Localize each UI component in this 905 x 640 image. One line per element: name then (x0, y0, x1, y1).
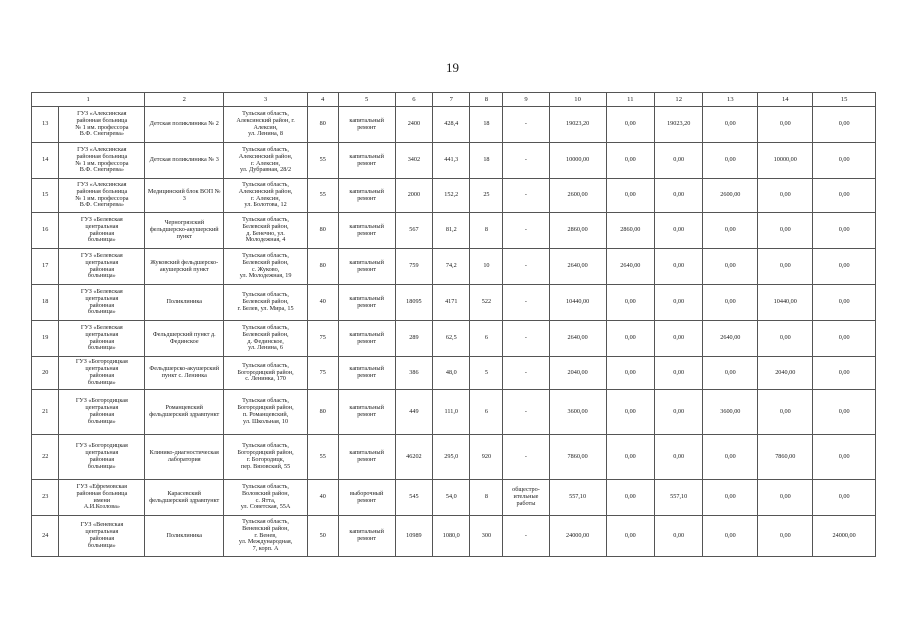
column-header: 14 (758, 93, 813, 107)
value-cell: 441,3 (433, 143, 470, 179)
table-row (32, 285, 876, 321)
work-type-cell: капитальный ремонт (338, 516, 395, 557)
work-kind-cell: - (503, 107, 549, 143)
cost-cell: 19023,20 (655, 107, 703, 143)
wear-percent-cell: 80 (307, 390, 338, 435)
cost-cell: 0,00 (813, 249, 876, 285)
cost-cell: 0,00 (655, 357, 703, 390)
cost-cell: 0,00 (758, 480, 813, 516)
value-cell: 81,2 (433, 213, 470, 249)
area-cell: 2400 (395, 107, 432, 143)
total-cost-cell: 3600,00 (549, 390, 606, 435)
organization-cell: ГУЗ «Белевская центральная районная больница» (59, 321, 145, 357)
organization-cell: ГУЗ «Богородицкая центральная районная больница» (59, 435, 145, 480)
total-cost-cell: 10000,00 (549, 143, 606, 179)
area-cell: 46202 (395, 435, 432, 480)
cost-cell: 0,00 (655, 249, 703, 285)
value-cell: 152,2 (433, 179, 470, 213)
header-row (32, 93, 876, 107)
wear-percent-cell: 75 (307, 321, 338, 357)
wear-percent-cell: 40 (307, 480, 338, 516)
work-kind-cell: - (503, 179, 549, 213)
cost-cell: 0,00 (813, 285, 876, 321)
work-kind-cell: - (503, 143, 549, 179)
total-cost-cell: 2640,00 (549, 321, 606, 357)
work-type-cell: капитальный ремонт (338, 285, 395, 321)
column-header: 8 (470, 93, 503, 107)
work-type-cell: капитальный ремонт (338, 435, 395, 480)
wear-percent-cell: 80 (307, 107, 338, 143)
row-number-cell: 21 (32, 390, 59, 435)
column-header: 3 (224, 93, 308, 107)
area-cell: 18095 (395, 285, 432, 321)
capacity-cell: 920 (470, 435, 503, 480)
area-cell: 10989 (395, 516, 432, 557)
area-cell: 449 (395, 390, 432, 435)
cost-cell: 3600,00 (703, 390, 758, 435)
wear-percent-cell: 55 (307, 143, 338, 179)
total-cost-cell: 2040,00 (549, 357, 606, 390)
work-kind-cell: - (503, 516, 549, 557)
address-cell: Тульская область, Богородицкий район, п. Романцевский, ул. Школьная, 10 (224, 390, 308, 435)
work-kind-cell: - (503, 321, 549, 357)
address-cell: Тульская область, Воловский район, с. Ятта, ул. Советская, 55А (224, 480, 308, 516)
cost-cell: 0,00 (758, 179, 813, 213)
cost-cell: 0,00 (813, 390, 876, 435)
cost-cell: 0,00 (813, 357, 876, 390)
work-type-cell: капитальный ремонт (338, 107, 395, 143)
cost-cell: 0,00 (606, 107, 654, 143)
address-cell: Тульская область, Алексинский район, г. Алексин, ул. Ленина, 8 (224, 107, 308, 143)
table-row (32, 435, 876, 480)
cost-cell: 0,00 (606, 480, 654, 516)
work-type-cell: капитальный ремонт (338, 249, 395, 285)
cost-cell: 0,00 (655, 435, 703, 480)
row-number-cell: 24 (32, 516, 59, 557)
address-cell: Тульская область, Алексинский район, г. Алексин, ул. Болотова, 12 (224, 179, 308, 213)
total-cost-cell: 2860,00 (549, 213, 606, 249)
capacity-cell: 25 (470, 179, 503, 213)
work-kind-cell: - (503, 390, 549, 435)
wear-percent-cell: 80 (307, 249, 338, 285)
capacity-cell: 6 (470, 321, 503, 357)
cost-cell: 10000,00 (758, 143, 813, 179)
row-number-cell: 14 (32, 143, 59, 179)
cost-cell: 2640,00 (606, 249, 654, 285)
cost-cell: 0,00 (813, 143, 876, 179)
cost-cell: 0,00 (703, 143, 758, 179)
address-cell: Тульская область, Белевский район, д. Фединское, ул. Ленина, 6 (224, 321, 308, 357)
cost-cell: 2600,00 (703, 179, 758, 213)
cost-cell: 0,00 (813, 179, 876, 213)
cost-cell: 0,00 (703, 107, 758, 143)
cost-cell: 24000,00 (813, 516, 876, 557)
area-cell: 289 (395, 321, 432, 357)
wear-percent-cell: 55 (307, 179, 338, 213)
capacity-cell: 18 (470, 107, 503, 143)
object-cell: Фельдшерский пункт д. Фединское (145, 321, 224, 357)
table-row (32, 107, 876, 143)
object-cell: Романцевский фельдшерский здравпункт (145, 390, 224, 435)
work-kind-cell: общестро- ительные работы (503, 480, 549, 516)
table-row (32, 357, 876, 390)
cost-cell: 2640,00 (703, 321, 758, 357)
cost-cell: 0,00 (813, 213, 876, 249)
cost-cell: 10440,00 (758, 285, 813, 321)
row-number-cell: 23 (32, 480, 59, 516)
cost-cell: 0,00 (758, 249, 813, 285)
total-cost-cell: 24000,00 (549, 516, 606, 557)
cost-cell: 2860,00 (606, 213, 654, 249)
cost-cell: 0,00 (813, 321, 876, 357)
work-type-cell: выборочный ремонт (338, 480, 395, 516)
capacity-cell: 522 (470, 285, 503, 321)
cost-cell: 0,00 (655, 213, 703, 249)
total-cost-cell: 2600,00 (549, 179, 606, 213)
total-cost-cell: 2640,00 (549, 249, 606, 285)
cost-cell: 0,00 (606, 435, 654, 480)
address-cell: Тульская область, Алексинский район, г. Алексин, ул. Дубравная, 28/2 (224, 143, 308, 179)
column-header: 9 (503, 93, 549, 107)
capacity-cell: 10 (470, 249, 503, 285)
object-cell: Черногрязский фельдшерско-акушерский пункт (145, 213, 224, 249)
cost-cell: 0,00 (758, 107, 813, 143)
organization-cell: ГУЗ «Ефремовская районная больница имени А.И.Козлова» (59, 480, 145, 516)
object-cell: Поликлиника (145, 285, 224, 321)
cost-cell: 0,00 (655, 285, 703, 321)
column-header: 10 (549, 93, 606, 107)
column-header: 2 (145, 93, 224, 107)
organization-cell: ГУЗ «Алексинская районная больница № 1 им. профессора В.Ф. Снегирева» (59, 179, 145, 213)
row-number-cell: 22 (32, 435, 59, 480)
cost-cell: 2040,00 (758, 357, 813, 390)
row-number-cell: 13 (32, 107, 59, 143)
cost-cell: 0,00 (813, 480, 876, 516)
area-cell: 567 (395, 213, 432, 249)
capacity-cell: 300 (470, 516, 503, 557)
row-number-cell: 16 (32, 213, 59, 249)
organization-cell: ГУЗ «Богородицкая центральная районная больница» (59, 357, 145, 390)
cost-cell: 0,00 (655, 516, 703, 557)
cost-cell: 0,00 (606, 390, 654, 435)
value-cell: 62,5 (433, 321, 470, 357)
cost-cell: 0,00 (758, 390, 813, 435)
work-type-cell: капитальный ремонт (338, 321, 395, 357)
total-cost-cell: 7860,00 (549, 435, 606, 480)
wear-percent-cell: 55 (307, 435, 338, 480)
organization-cell: ГУЗ «Алексинская районная больница № 1 им. профессора В.Ф. Снегирева» (59, 107, 145, 143)
column-header: 11 (606, 93, 654, 107)
cost-cell: 0,00 (606, 179, 654, 213)
organization-cell: ГУЗ «Алексинская районная больница № 1 им. профессора В.Ф. Снегирева» (59, 143, 145, 179)
cost-cell: 0,00 (758, 516, 813, 557)
column-header: 13 (703, 93, 758, 107)
table-row (32, 480, 876, 516)
value-cell: 295,0 (433, 435, 470, 480)
organization-cell: ГУЗ «Белевская центральная районная больница» (59, 249, 145, 285)
wear-percent-cell: 80 (307, 213, 338, 249)
object-cell: Клинико-диагностическая лаборатория (145, 435, 224, 480)
table-row (32, 516, 876, 557)
cost-cell: 0,00 (655, 390, 703, 435)
column-header: 1 (32, 93, 145, 107)
area-cell: 386 (395, 357, 432, 390)
total-cost-cell: 10440,00 (549, 285, 606, 321)
work-kind-cell: - (503, 249, 549, 285)
column-header: 12 (655, 93, 703, 107)
capacity-cell: 8 (470, 480, 503, 516)
object-cell: Фельдшерско-акушерский пункт с. Ленинка (145, 357, 224, 390)
area-cell: 2000 (395, 179, 432, 213)
object-cell: Жуковский фельдшерско- акушерский пункт (145, 249, 224, 285)
work-kind-cell: - (503, 357, 549, 390)
row-number-cell: 17 (32, 249, 59, 285)
capacity-cell: 8 (470, 213, 503, 249)
address-cell: Тульская область, Белевский район, д. Бенечно, ул. Молодежная, 4 (224, 213, 308, 249)
cost-cell: 0,00 (606, 143, 654, 179)
value-cell: 428,4 (433, 107, 470, 143)
capacity-cell: 5 (470, 357, 503, 390)
table-row (32, 321, 876, 357)
wear-percent-cell: 40 (307, 285, 338, 321)
data-table (31, 92, 876, 557)
column-header: 7 (433, 93, 470, 107)
organization-cell: ГУЗ «Веневская центральная районная больница» (59, 516, 145, 557)
cost-cell: 0,00 (606, 285, 654, 321)
cost-cell: 0,00 (813, 107, 876, 143)
area-cell: 3402 (395, 143, 432, 179)
cost-cell: 0,00 (655, 143, 703, 179)
work-type-cell: капитальный ремонт (338, 143, 395, 179)
organization-cell: ГУЗ «Богородицкая центральная районная больница» (59, 390, 145, 435)
value-cell: 111,0 (433, 390, 470, 435)
column-header: 15 (813, 93, 876, 107)
work-kind-cell: - (503, 213, 549, 249)
value-cell: 48,0 (433, 357, 470, 390)
work-kind-cell: - (503, 435, 549, 480)
work-type-cell: капитальный ремонт (338, 357, 395, 390)
address-cell: Тульская область, Белевский район, г. Белев, ул. Мира, 15 (224, 285, 308, 321)
object-cell: Детская поликлиника № 2 (145, 107, 224, 143)
work-type-cell: капитальный ремонт (338, 213, 395, 249)
table-row (32, 213, 876, 249)
value-cell: 54,0 (433, 480, 470, 516)
column-header: 4 (307, 93, 338, 107)
cost-cell: 0,00 (703, 480, 758, 516)
work-type-cell: капитальный ремонт (338, 179, 395, 213)
organization-cell: ГУЗ «Белевская центральная районная больница» (59, 285, 145, 321)
capacity-cell: 18 (470, 143, 503, 179)
work-type-cell: капитальный ремонт (338, 390, 395, 435)
column-header: 5 (338, 93, 395, 107)
capacity-cell: 6 (470, 390, 503, 435)
column-header: 6 (395, 93, 432, 107)
cost-cell: 0,00 (703, 249, 758, 285)
area-cell: 759 (395, 249, 432, 285)
wear-percent-cell: 75 (307, 357, 338, 390)
cost-cell: 0,00 (758, 213, 813, 249)
value-cell: 1080,0 (433, 516, 470, 557)
cost-cell: 0,00 (813, 435, 876, 480)
cost-cell: 7860,00 (758, 435, 813, 480)
organization-cell: ГУЗ «Белевская центральная районная больница» (59, 213, 145, 249)
address-cell: Тульская область, Богородицкий район, г. Богородицк, пер. Вязовский, 55 (224, 435, 308, 480)
table-row (32, 179, 876, 213)
total-cost-cell: 557,10 (549, 480, 606, 516)
address-cell: Тульская область, Веневский район, г. Венев, ул. Международная, 7, корп. А (224, 516, 308, 557)
total-cost-cell: 19023,20 (549, 107, 606, 143)
cost-cell: 0,00 (703, 516, 758, 557)
row-number-cell: 18 (32, 285, 59, 321)
table-row (32, 143, 876, 179)
work-kind-cell: - (503, 285, 549, 321)
cost-cell: 0,00 (606, 516, 654, 557)
value-cell: 74,2 (433, 249, 470, 285)
cost-cell: 0,00 (655, 179, 703, 213)
page-number: 19 (446, 60, 459, 75)
row-number-cell: 20 (32, 357, 59, 390)
cost-cell: 0,00 (655, 321, 703, 357)
cost-cell: 0,00 (703, 213, 758, 249)
row-number-cell: 19 (32, 321, 59, 357)
value-cell: 4171 (433, 285, 470, 321)
object-cell: Карасевский фельдшерский здравпункт (145, 480, 224, 516)
wear-percent-cell: 50 (307, 516, 338, 557)
object-cell: Медицинский блок ВОП № 3 (145, 179, 224, 213)
object-cell: Детская поликлиника № 3 (145, 143, 224, 179)
cost-cell: 0,00 (606, 357, 654, 390)
address-cell: Тульская область, Белевский район, с. Жуково, ул. Молодежная, 19 (224, 249, 308, 285)
area-cell: 545 (395, 480, 432, 516)
table-row (32, 249, 876, 285)
cost-cell: 0,00 (606, 321, 654, 357)
cost-cell: 0,00 (703, 357, 758, 390)
cost-cell: 557,10 (655, 480, 703, 516)
cost-cell: 0,00 (703, 285, 758, 321)
row-number-cell: 15 (32, 179, 59, 213)
object-cell: Поликлиника (145, 516, 224, 557)
cost-cell: 0,00 (703, 435, 758, 480)
cost-cell: 0,00 (758, 321, 813, 357)
table-row (32, 390, 876, 435)
address-cell: Тульская область, Богородицкий район, с. Ленинка, 170 (224, 357, 308, 390)
